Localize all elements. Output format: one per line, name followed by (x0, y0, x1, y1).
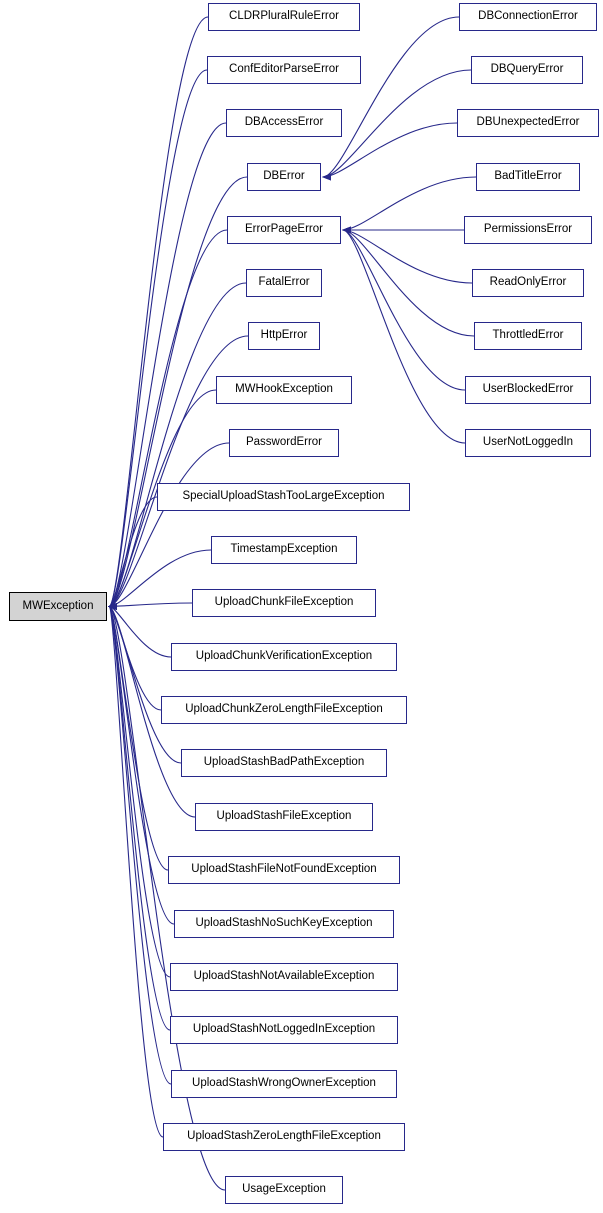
class-node-uploadchunkzerolengthfileexception[interactable]: UploadChunkZeroLengthFileException (161, 696, 407, 724)
class-node-permissionserror[interactable]: PermissionsError (464, 216, 592, 244)
class-node-uploadstashfilenotfoundexception[interactable]: UploadStashFileNotFoundException (168, 856, 400, 884)
class-node-uploadstashnotloggedinexception[interactable]: UploadStashNotLoggedInException (170, 1016, 398, 1044)
class-node-passworderror[interactable]: PasswordError (229, 429, 339, 457)
class-node-mwexception[interactable]: MWException (9, 592, 107, 621)
class-node-uploadstashwrongownerexception[interactable]: UploadStashWrongOwnerException (171, 1070, 397, 1098)
edge-usernotloggedin-to-errorpageerror (343, 230, 465, 443)
edge-badtitleerror-to-errorpageerror (343, 177, 476, 230)
class-node-confeditorparseerror[interactable]: ConfEditorParseError (207, 56, 361, 84)
class-node-uploadstashfileexception[interactable]: UploadStashFileException (195, 803, 373, 831)
edge-passworderror-to-mwexception (109, 443, 229, 607)
edge-uploadchunkzerolengthfileexception-to-mwexception (109, 607, 161, 711)
class-node-uploadstashzerolengthfileexception[interactable]: UploadStashZeroLengthFileException (163, 1123, 405, 1151)
edge-uploadstashwrongownerexception-to-mwexception (109, 607, 171, 1085)
edge-errorpageerror-to-mwexception (109, 230, 227, 607)
class-node-specialuploadstashtoolargeexception[interactable]: SpecialUploadStashTooLargeException (157, 483, 410, 511)
edge-uploadchunkverificationexception-to-mwexception (109, 607, 171, 658)
class-node-dbunexpectederror[interactable]: DBUnexpectedError (457, 109, 599, 137)
class-node-uploadchunkverificationexception[interactable]: UploadChunkVerificationException (171, 643, 397, 671)
class-node-badtitleerror[interactable]: BadTitleError (476, 163, 580, 191)
edge-userblockederror-to-errorpageerror (343, 230, 465, 390)
edge-throttlederror-to-errorpageerror (343, 230, 474, 336)
edge-confeditorparseerror-to-mwexception (109, 70, 207, 607)
class-node-uploadstashnosuchkeyexception[interactable]: UploadStashNoSuchKeyException (174, 910, 394, 938)
edge-dbconnectionerror-to-dberror (323, 17, 459, 177)
class-node-throttlederror[interactable]: ThrottledError (474, 322, 582, 350)
edge-uploadstashfilenotfoundexception-to-mwexception (109, 607, 168, 871)
class-node-dberror[interactable]: DBError (247, 163, 321, 191)
edge-uploadstashnosuchkeyexception-to-mwexception (109, 607, 174, 925)
edge-uploadstashbadpathexception-to-mwexception (109, 607, 181, 764)
class-node-httperror[interactable]: HttpError (248, 322, 320, 350)
class-node-uploadstashnotavailableexception[interactable]: UploadStashNotAvailableException (170, 963, 398, 991)
class-node-timestampexception[interactable]: TimestampException (211, 536, 357, 564)
edge-readonlyerror-to-errorpageerror (343, 230, 472, 283)
edge-uploadchunkfileexception-to-mwexception (109, 603, 192, 607)
edge-specialuploadstashtoolargeexception-to-mwexception (109, 497, 157, 607)
class-node-cldrpluralruleerror[interactable]: CLDRPluralRuleError (208, 3, 360, 31)
class-node-dbconnectionerror[interactable]: DBConnectionError (459, 3, 597, 31)
class-node-usernotloggedin[interactable]: UserNotLoggedIn (465, 429, 591, 457)
class-node-readonlyerror[interactable]: ReadOnlyError (472, 269, 584, 297)
class-node-dbqueryerror[interactable]: DBQueryError (471, 56, 583, 84)
class-node-uploadchunkfileexception[interactable]: UploadChunkFileException (192, 589, 376, 617)
class-node-fatalerror[interactable]: FatalError (246, 269, 322, 297)
class-node-userblockederror[interactable]: UserBlockedError (465, 376, 591, 404)
edge-uploadstashnotloggedinexception-to-mwexception (109, 607, 170, 1031)
edge-dbqueryerror-to-dberror (323, 70, 471, 177)
class-node-usageexception[interactable]: UsageException (225, 1176, 343, 1204)
edge-uploadstashnotavailableexception-to-mwexception (109, 607, 170, 978)
class-node-uploadstashbadpathexception[interactable]: UploadStashBadPathException (181, 749, 387, 777)
edge-dbunexpectederror-to-dberror (323, 123, 457, 177)
edge-cldrpluralruleerror-to-mwexception (109, 17, 208, 607)
class-node-dbaccesserror[interactable]: DBAccessError (226, 109, 342, 137)
edge-dbaccesserror-to-mwexception (109, 123, 226, 607)
class-node-errorpageerror[interactable]: ErrorPageError (227, 216, 341, 244)
edge-usageexception-to-mwexception (109, 607, 225, 1191)
class-node-mwhookexception[interactable]: MWHookException (216, 376, 352, 404)
edge-uploadstashzerolengthfileexception-to-mwexception (109, 607, 163, 1138)
